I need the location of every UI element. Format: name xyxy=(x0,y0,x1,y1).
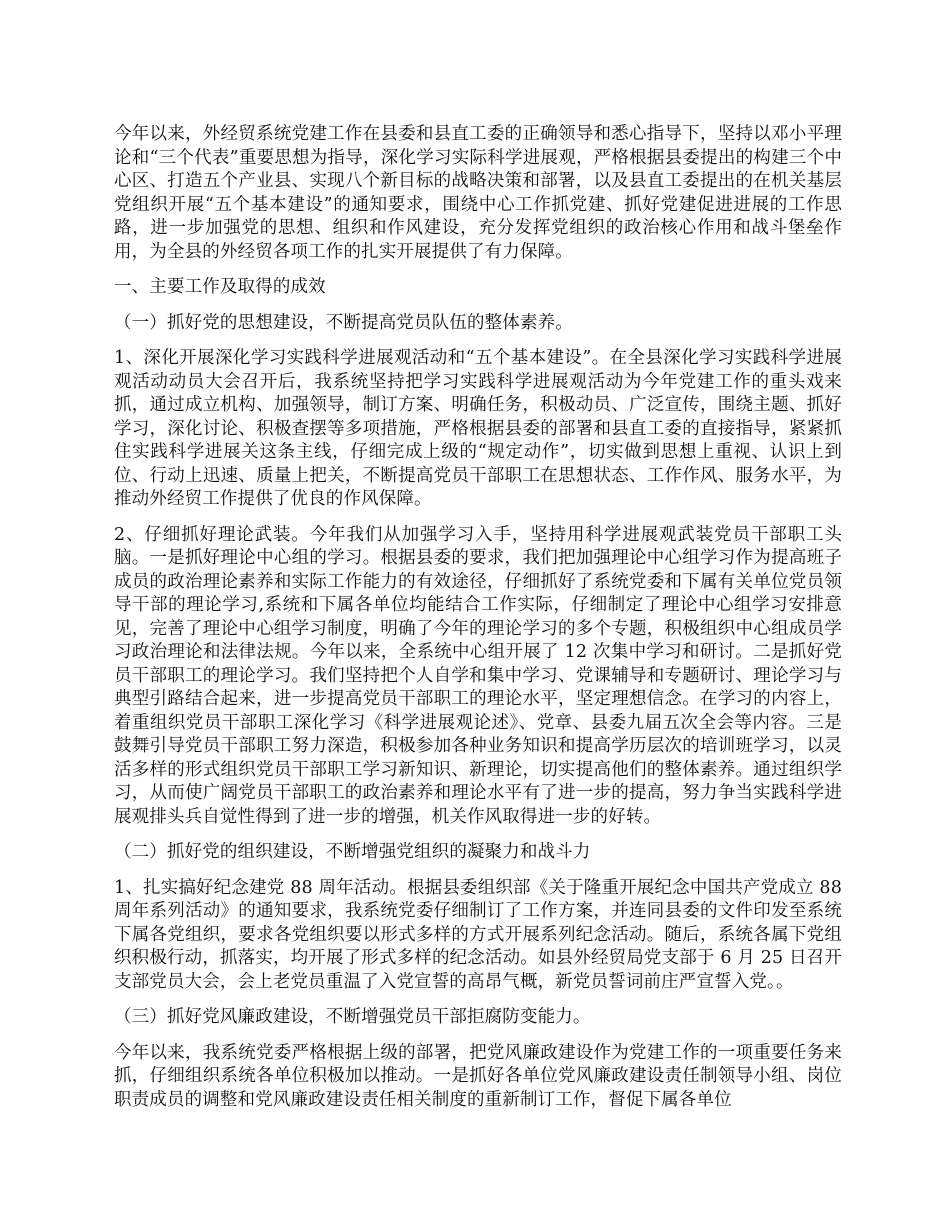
subsection-heading-integrity: （三）抓好党风廉政建设，不断增强党员干部拒腐防变能力。 xyxy=(114,1007,591,1027)
paragraph-party-anniversary: 1、扎实搞好纪念建党 88 周年活动。根据县委组织部《关于隆重开展纪念中国共产党成立 88 周年系列活动》的通知要求，我系统党委仔细制订了工作方案，并连同县委的文件印发至系统下属各党组织，要求各党组织要以形式多样的方式开展系列纪念活动。随后，系统各属下党组织积极行动，抓落实，均开展了形式多样的纪念活动。如县外经贸局党支部于 6 月 25 日召开支部党员大会，会上老党员重温了入党宣誓的高昂气概，新党员誓词前庄严宣誓入党。。 xyxy=(114,877,842,992)
document-page xyxy=(114,123,842,1112)
intro-paragraph: 今年以来，外经贸系统党建工作在县委和县直工委的正确领导和悉心指导下，坚持以邓小平理论和“三个代表”重要思想为指导，深化学习实际科学进展观，严格根据县委提出的构建三个中心区、打造五个产业县、实现八个新目标的战略决策和部署，以及县直工委提出的在机关基层党组织开展“五个基本建设”的通知要求，围绕中心工作抓党建、抓好党建促进进展的工作思路，进一步加强党的思想、组织和作风建设，充分发挥党组织的政治核心作用和战斗堡垒作用，为全县的外经贸各项工作的扎实开展提供了有力保障。 xyxy=(114,124,842,262)
subsection-heading-ideological: （一）抓好党的思想建设，不断提高党员队伍的整体素养。 xyxy=(114,312,573,333)
paragraph-study-practice: 1、深化开展深化学习实践科学进展观活动和“五个基本建设”。在全县深化学习实践科学进展观活动动员大会召开后，我系统坚持把学习实践科学进展观活动为今年党建工作的重头戏来抓，通过成立机构、加强领导，制订方案、明确任务，积极动员、广泛宣传，围绕主题、抓好学习，深化讨论、积极查摆等多项措施，严格根据县委的部署和县直工委的直接指导，紧紧抓住实践科学进展关这条主线，仔细完成上级的“规定动作”，切实做到思想上重视、认识上到位、行动上迅速、质量上把关，不断提高党员干部职工在思想状态、工作作风、服务水平，为推动外经贸工作提供了优良的作风保障。 xyxy=(114,348,842,509)
section-heading-main-work: 一、主要工作及取得的成效 xyxy=(114,277,326,297)
paragraph-theory-armament: 2、仔细抓好理论武装。今年我们从加强学习入手，坚持用科学进展观武装党员干部职工头脑。一是抓好理论中心组的学习。根据县委的要求，我们把加强理论中心组学习作为提高班子成员的政治理论素养和实际工作能力的有效途径，仔细抓好了系统党委和下属有关单位党员领导干部的理论学习,系统和下属各单位均能结合工作实际，仔细制定了理论中心组学习安排意见，完善了理论中心组学习制度，明确了今年的理论学习的多个专题，积极组织中心组成员学习政治理论和法律法规。今年以来，全系统中心组开展了 12 次集中学习和研讨。二是抓好党员干部职工的理论学习。我们坚持把个人自学和集中学习、党课辅导和专题研讨、理论学习与典型引路结合起来，进一步提高党员干部职工的理论水平，坚定理想信念。在学习的内容上，着重组织党员干部职工深化学习《科学进展观论述》、党章、县委九届五次全会等内容。三是鼓舞引导党员干部职工努力深造，积极参加各种业务知识和提高学历层次的培训班学习，以灵活多样的形式组织党员干部职工学习新知识、新理论，切实提高他们的整体素养。通过组织学习，从而使广阔党员干部职工的政治素养和理论水平有了进一步的提高，努力争当实践科学进展观排头兵自觉性得到了进一步的增强，机关作风取得进一步的好转。 xyxy=(114,524,842,827)
paragraph-integrity-work: 今年以来，我系统党委严格根据上级的部署，把党风廉政建设作为党建工作的一项重要任务来抓，仔细组织系统各单位积极加以推动。一是抓好各单位党风廉政建设责任制领导小组、岗位职责成员的调整和党风廉政建设责任相关制度的重新制订工作，督促下属各单位 xyxy=(114,1042,842,1110)
subsection-heading-organization: （二）抓好党的组织建设，不断增强党组织的凝聚力和战斗力 xyxy=(114,842,591,862)
